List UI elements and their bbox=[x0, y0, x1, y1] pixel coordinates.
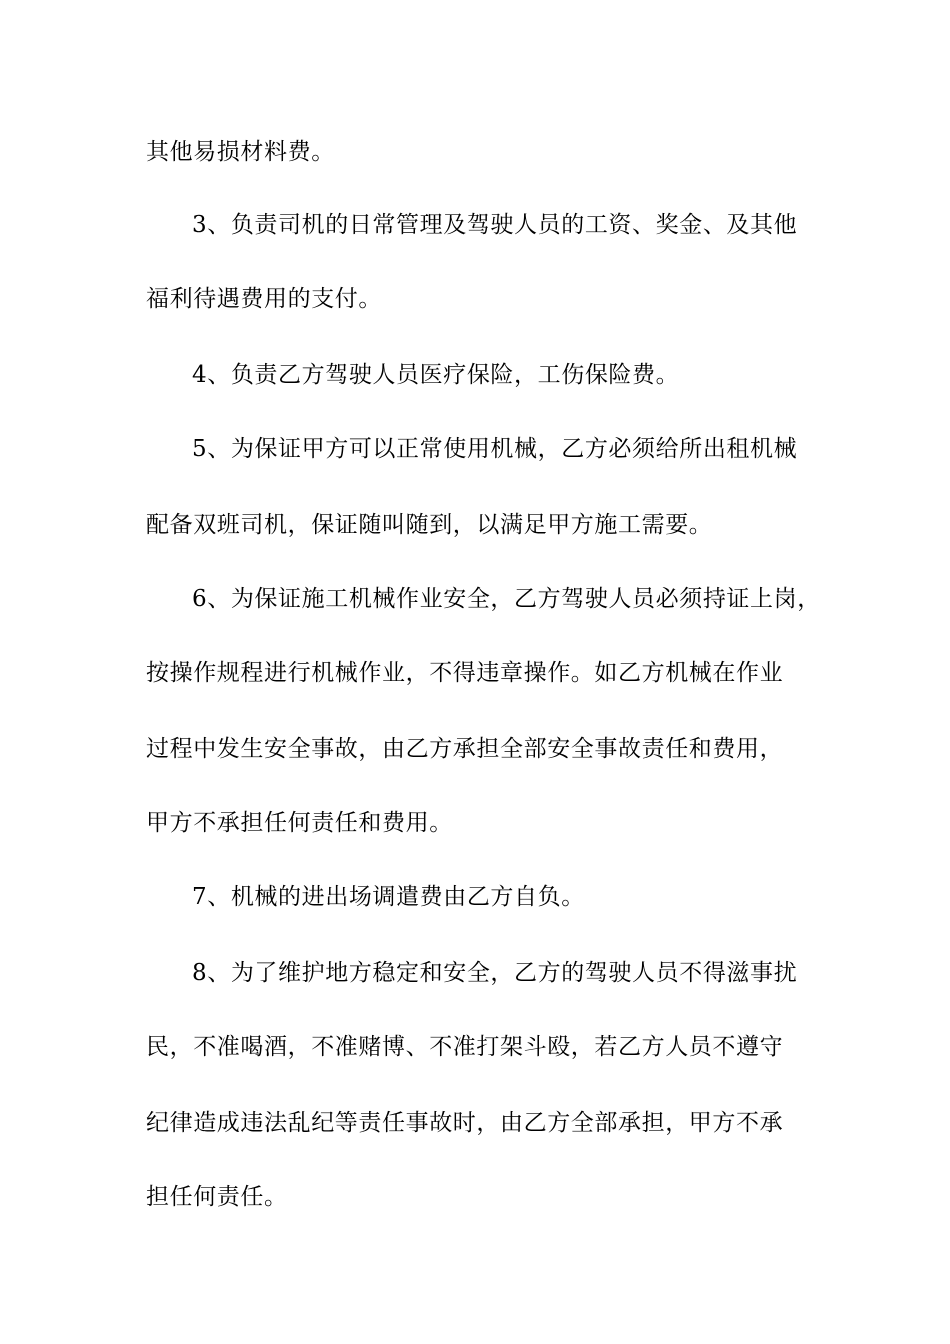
paragraph-7-line-1: 7、机械的进出场调遣费由乙方自负。 bbox=[192, 884, 585, 910]
paragraph-8-line-2: 民，不准喝酒，不准赌博、不准打架斗殴，若乙方人员不遵守 bbox=[146, 1034, 784, 1060]
text-line: 其他易损材料费。 bbox=[146, 139, 335, 165]
paragraph-5-line-1: 5、为保证甲方可以正常使用机械，乙方必须给所出租机械 bbox=[192, 436, 798, 462]
paragraph-5-line-2: 配备双班司机，保证随叫随到，以满足甲方施工需要。 bbox=[146, 512, 713, 538]
paragraph-6-line-2: 按操作规程进行机械作业，不得违章操作。如乙方机械在作业 bbox=[146, 660, 784, 686]
paragraph-8-line-4: 担任何责任。 bbox=[146, 1184, 288, 1210]
paragraph-3-line-1: 3、负责司机的日常管理及驾驶人员的工资、奖金、及其他 bbox=[192, 212, 798, 238]
paragraph-6-line-3: 过程中发生安全事故，由乙方承担全部安全事故责任和费用， bbox=[146, 736, 784, 762]
paragraph-6-line-1: 6、为保证施工机械作业安全，乙方驾驶人员必须持证上岗， bbox=[192, 586, 821, 612]
paragraph-8-line-3: 纪律造成违法乱纪等责任事故时，由乙方全部承担，甲方不承 bbox=[146, 1110, 784, 1136]
paragraph-8-line-1: 8、为了维护地方稳定和安全，乙方的驾驶人员不得滋事扰 bbox=[192, 960, 798, 986]
paragraph-4-line-1: 4、负责乙方驾驶人员医疗保险，工伤保险费。 bbox=[192, 362, 680, 388]
paragraph-6-line-4: 甲方不承担任何责任和费用。 bbox=[146, 810, 453, 836]
paragraph-3-line-2: 福利待遇费用的支付。 bbox=[146, 286, 382, 312]
